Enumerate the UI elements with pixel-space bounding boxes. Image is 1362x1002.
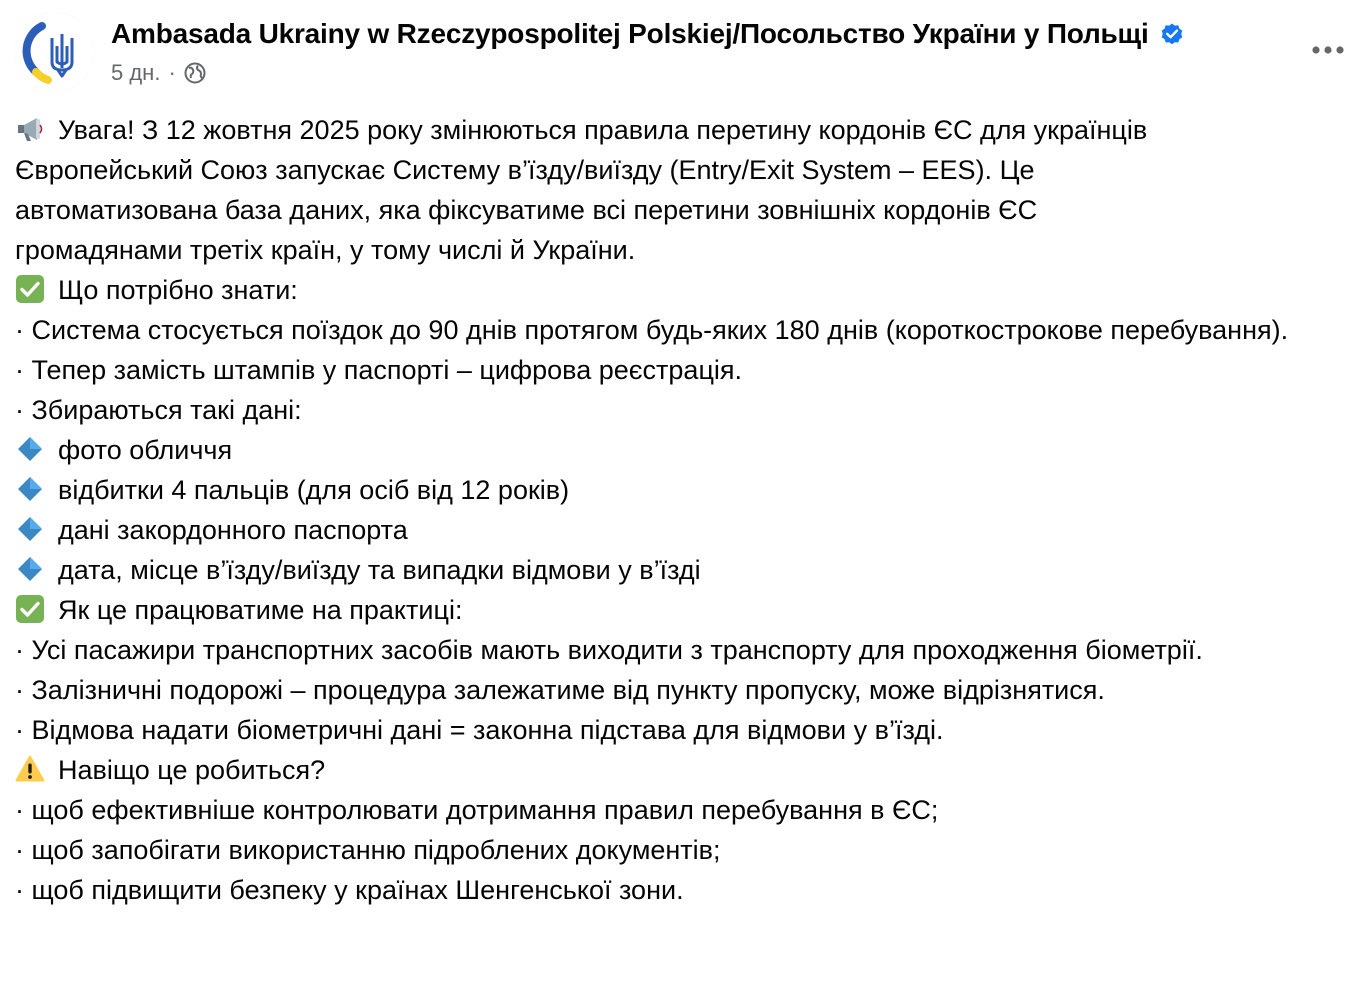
more-options-icon <box>1311 45 1345 55</box>
s1-bullet-3: · Збираються такі дані: <box>15 395 302 425</box>
author-name[interactable]: Ambasada Ukrainy w Rzeczypospolitej Polskiej/Посольство України у Польщі <box>111 18 1149 49</box>
section-heading-3 <box>15 750 1355 790</box>
megaphone-icon <box>15 114 45 144</box>
s3-bullet-2: · щоб запобігати використанню підроблених документів; <box>15 835 721 865</box>
more-options-button[interactable] <box>1308 30 1348 70</box>
s2-bullet-1: · Усі пасажири транспортних засобів мають виходити з транспорту для проходження біометрії. <box>15 635 1203 665</box>
author-line <box>111 14 1185 54</box>
section-title-3: Навіщо це робиться? <box>58 755 326 785</box>
data-item-text: дані закордонного паспорта <box>58 515 408 545</box>
ukraine-trident-icon <box>14 12 94 92</box>
meta-separator: · <box>168 60 176 85</box>
section-heading-1 <box>15 270 1355 310</box>
data-item <box>15 510 1355 550</box>
s2-bullet-2: · Залізничні подорожі – процедура залежатиме від пункту пропуску, може відрізнятися. <box>15 675 1105 705</box>
data-item <box>15 430 1355 470</box>
verified-badge-icon <box>1159 21 1185 47</box>
post-timestamp[interactable]: 5 дн. <box>111 60 161 85</box>
s3-bullet-1: · щоб ефективніше контролювати дотримання правил перебування в ЄС; <box>15 795 939 825</box>
section-title-1: Що потрібно знати: <box>58 275 298 305</box>
s3-bullet-3: · щоб підвищити безпеку у країнах Шенгенської зони. <box>15 875 684 905</box>
section-heading-2 <box>15 590 1355 630</box>
post-text <box>15 110 1355 910</box>
s2-bullet-3: · Відмова надати біометричні дані = законна підстава для відмови у в’їзді. <box>15 715 944 745</box>
check-mark-icon <box>15 274 45 304</box>
data-item-text: фото обличчя <box>58 435 233 465</box>
intro-line-2: Європейський Союз запускає Систему в’їзду/виїзду (Entry/Exit System – EES). Це <box>15 155 1035 185</box>
check-mark-icon <box>15 594 45 624</box>
intro-text-1: Увага! З 12 жовтня 2025 року змінюються правила перетину кордонів ЄС для українців <box>58 115 1148 145</box>
data-item-text: відбитки 4 пальців (для осіб від 12 років) <box>58 475 570 505</box>
globe-icon[interactable] <box>184 62 206 84</box>
warning-icon <box>15 754 45 784</box>
blue-diamond-icon <box>15 514 45 544</box>
data-item <box>15 470 1355 510</box>
section-title-2: Як це працюватиме на практиці: <box>58 595 463 625</box>
data-item-text: дата, місце в’їзду/виїзду та випадки відмови у в’їзді <box>58 555 701 585</box>
intro-line-1 <box>15 110 1355 150</box>
intro-line-4: громадянами третіх країн, у тому числі й України. <box>15 235 636 265</box>
s1-bullet-1: · Система стосується поїздок до 90 днів протягом будь-яких 180 днів (короткострокове перебування). <box>15 315 1289 345</box>
s1-bullet-2: · Тепер замість штампів у паспорті – цифрова реєстрація. <box>15 355 743 385</box>
post-header <box>0 0 1362 100</box>
blue-diamond-icon <box>15 434 45 464</box>
page-avatar[interactable] <box>14 12 94 92</box>
data-item <box>15 550 1355 590</box>
post-meta <box>111 58 206 88</box>
blue-diamond-icon <box>15 474 45 504</box>
intro-line-3: автоматизована база даних, яка фіксуватиме всі перетини зовнішніх кордонів ЄС <box>15 195 1038 225</box>
blue-diamond-icon <box>15 554 45 584</box>
